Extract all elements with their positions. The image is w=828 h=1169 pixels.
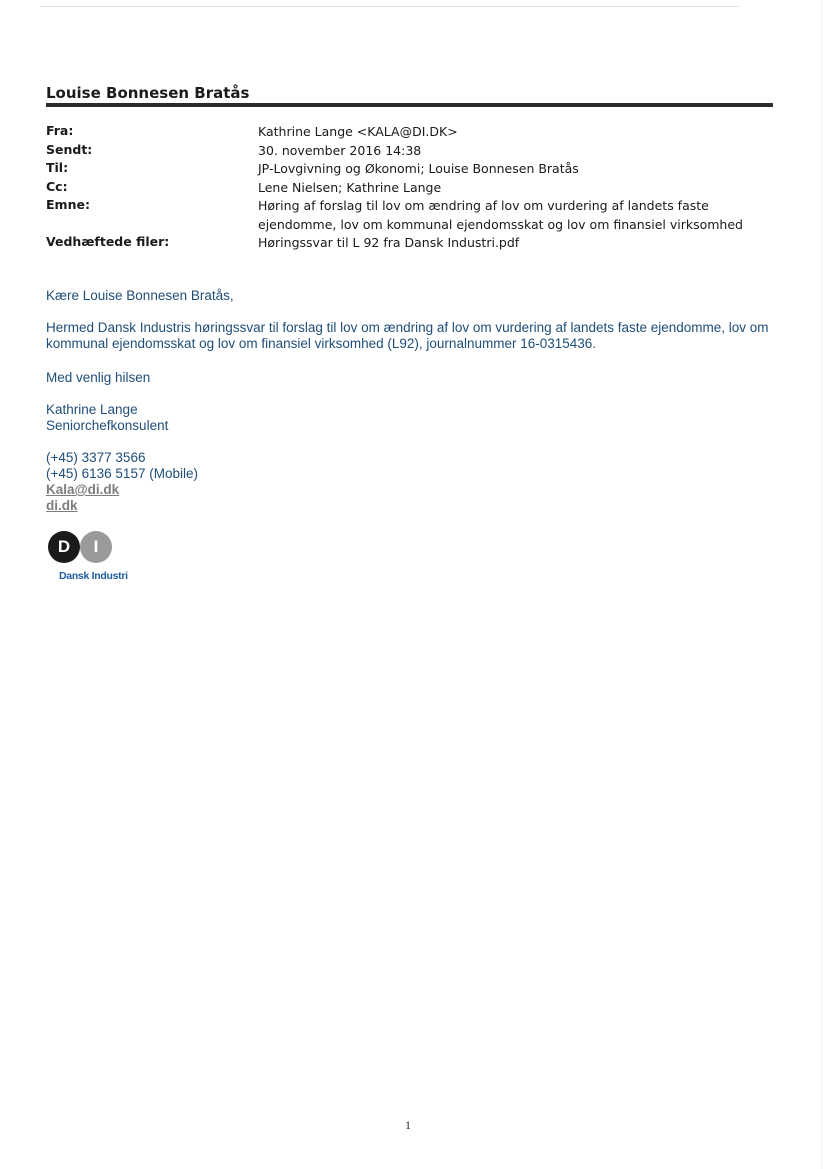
from-label: Fra:: [46, 123, 74, 138]
subject-row: [46, 197, 776, 234]
page-number: 1: [405, 1118, 411, 1132]
to-label: Til:: [46, 160, 69, 175]
attachments-label: Vedhæftede filer:: [46, 234, 170, 249]
sender-name: Louise Bonnesen Bratås: [46, 84, 250, 102]
subject-value: Høring af forslag til lov om ændring af lov om vurdering af landets faste ejendomme, lov om kommunal ejendomsskat og lov om finansiel virksomhed: [258, 198, 743, 232]
attachment-file[interactable]: Høringssvar til L 92 fra Dansk Industri.pdf: [258, 235, 520, 250]
signature-name: Kathrine Lange: [46, 402, 138, 417]
logo-i-circle: I: [80, 531, 112, 563]
email-header-fields: [46, 123, 776, 253]
attachments-row: [46, 234, 776, 253]
closing: Med venlig hilsen: [46, 370, 151, 385]
signature-phone: (+45) 3377 3566: [46, 450, 146, 465]
greeting: Kære Louise Bonnesen Bratås,: [46, 288, 234, 303]
cc-value: Lene Nielsen; Kathrine Lange: [258, 179, 442, 195]
logo-text: Dansk Industri: [59, 570, 128, 582]
signature-title: Seniorchefkonsulent: [46, 418, 169, 433]
to-value: JP-Lovgivning og Økonomi; Louise Bonnesen Bratås: [258, 161, 579, 176]
signature-website-link[interactable]: di.dk: [46, 498, 78, 513]
from-row: [46, 123, 776, 142]
cc-label: Cc:: [46, 178, 68, 194]
scan-edge: [40, 6, 740, 7]
header-rule: [46, 103, 773, 107]
to-row: [46, 160, 776, 179]
signature-mobile: (+45) 6136 5157 (Mobile): [46, 466, 198, 481]
logo-d-circle: D: [48, 531, 80, 563]
body-paragraph: Hermed Dansk Industris høringssvar til forslag til lov om ændring af lov om vurdering af landets faste ejendomme, lov om kommunal ejendomsskat og lov om finansiel virksomhed (L92), journalnummer 16-0315436.: [46, 320, 769, 351]
signature-email-link[interactable]: Kala@di.dk: [46, 482, 120, 497]
sent-label: Sendt:: [46, 141, 93, 157]
dansk-industri-logo: [48, 531, 118, 565]
cc-row: [46, 179, 776, 198]
subject-label: Emne:: [46, 197, 90, 212]
sent-value: 30. november 2016 14:38: [258, 142, 422, 158]
sent-row: [46, 142, 776, 161]
scan-edge-right: [821, 0, 822, 1169]
from-value: Kathrine Lange <KALA@DI.DK>: [258, 124, 458, 139]
